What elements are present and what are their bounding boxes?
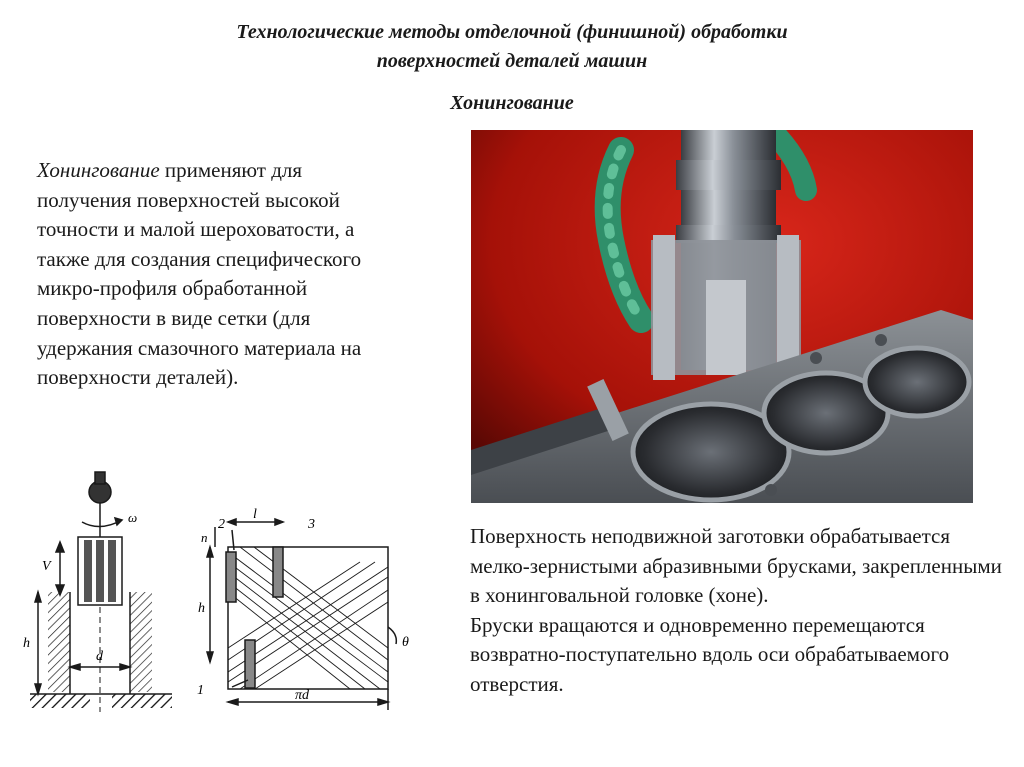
honing-machine-photo [471, 130, 973, 503]
intro-paragraph [37, 156, 387, 393]
description-line-1: Поверхность неподвижной заготовки обрабатывается мелко-зернистыми абразивными брусками, закрепленными в хонинговальной головке (хоне). [470, 524, 1002, 608]
label-l: l [253, 507, 257, 522]
label-pid: πd [295, 688, 310, 703]
label-v: V [42, 559, 51, 574]
slide-subtitle: Хонингование [450, 92, 574, 114]
slide-title [100, 18, 924, 76]
label-h-left: h [23, 636, 30, 651]
label-n: n [201, 530, 208, 545]
title-line-1: Технологические методы отделочной (финишной) обработки [236, 21, 788, 43]
description-line-2: Бруски вращаются и одновременно перемещаются возвратно-поступательно вдоль оси обрабатываемого отверстия. [470, 612, 950, 696]
description-paragraph [470, 522, 1010, 700]
honing-schematic [20, 462, 430, 722]
label-d: d [96, 649, 103, 664]
photo-illustration [471, 130, 973, 503]
label-num-1: 1 [197, 683, 204, 698]
intro-term: Хонингование [37, 158, 160, 182]
label-omega: ω [128, 510, 138, 525]
label-theta: θ [402, 635, 409, 650]
label-num-2: 2 [218, 517, 225, 532]
title-line-2: поверхностей деталей машин [376, 50, 648, 72]
label-h-right: h [198, 601, 205, 616]
intro-text: применяют для получения поверхностей высокой точности и малой шероховатости, а также для создания специфического микро-профиля обработанной поверхности в виде сетки (для удержания смазочного материала на поверхности деталей). [37, 158, 362, 390]
developed-surface-drawing [207, 519, 396, 710]
label-num-3: 3 [308, 517, 315, 532]
tool-in-bore-drawing [30, 472, 172, 712]
